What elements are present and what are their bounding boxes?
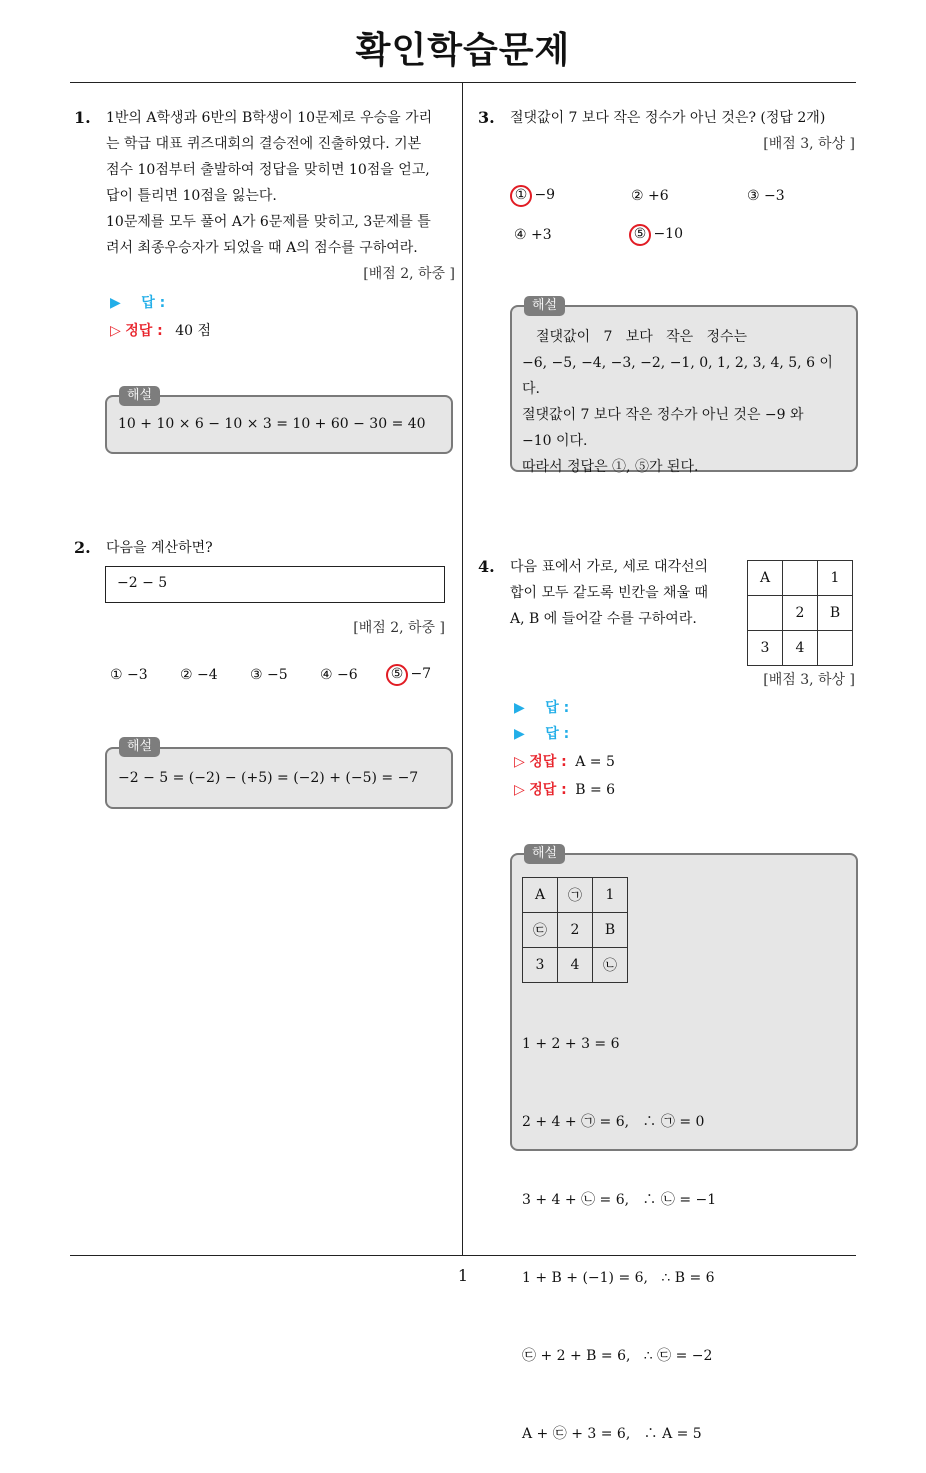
- grid-cell: 3: [523, 948, 558, 983]
- choice-mark-circled: ⑤: [386, 664, 408, 686]
- q4-grid: [747, 560, 853, 666]
- q4-answer-label: 답 :: [545, 726, 570, 742]
- q3-choice-1[interactable]: [514, 185, 555, 207]
- q4-correct-row-1: [514, 751, 615, 771]
- q1-answer-label: 답 :: [141, 295, 166, 311]
- q4-score: [배점 3, 하상 ]: [763, 672, 855, 688]
- q2-choice-2[interactable]: [180, 667, 218, 683]
- page-number: 1: [457, 1266, 469, 1285]
- choice-mark: ②: [180, 667, 193, 683]
- q3-text: 절댓값이 7 보다 작은 정수가 아닌 것은? (정답 2개): [510, 110, 826, 126]
- correct-arrow-icon: ▷: [514, 782, 525, 798]
- q4-explanation-line: 3 + 4 + ㉡ = 6, ∴ ㉡ = −1: [522, 1192, 717, 1208]
- correct-arrow-icon: ▷: [514, 754, 525, 770]
- q4-correct-value: A = 5: [575, 754, 615, 770]
- grid-cell: 1: [818, 561, 853, 596]
- choice-value: −3: [764, 188, 785, 204]
- q4-answer-label: 답 :: [545, 700, 570, 716]
- q2-expression: −2 − 5: [117, 575, 168, 591]
- grid-cell: 3: [748, 631, 783, 666]
- choice-mark: ④: [320, 667, 333, 683]
- answer-arrow-icon: ▶: [110, 295, 121, 311]
- choice-value: −9: [534, 187, 556, 203]
- q1-correct-row: [110, 320, 211, 340]
- q4-correct-value: B = 6: [575, 782, 616, 798]
- choice-value: −4: [197, 667, 218, 683]
- column-divider: [462, 83, 463, 1255]
- q4-correct-label: 정답 :: [529, 754, 567, 770]
- choice-mark: ①: [110, 667, 123, 683]
- correct-arrow-icon: ▷: [110, 323, 121, 339]
- q4-explanation: [522, 979, 716, 1473]
- choice-mark: ③: [747, 188, 760, 204]
- answer-arrow-icon: ▶: [514, 726, 525, 742]
- choice-mark: ③: [250, 667, 263, 683]
- q3-number: 3.: [478, 108, 495, 127]
- q2-explanation-tag: 해설: [119, 737, 160, 757]
- q1-correct-value: 40 점: [175, 323, 212, 339]
- q4-explanation-line: A + ㉢ + 3 = 6, ∴ A = 5: [522, 1426, 702, 1442]
- grid-cell: A: [748, 561, 783, 596]
- grid-cell: 2: [558, 913, 593, 948]
- answer-arrow-icon: ▶: [514, 700, 525, 716]
- top-rule: [70, 82, 856, 83]
- q1-explanation: 10 + 10 × 6 − 10 × 3 = 10 + 60 − 30 = 40: [118, 416, 426, 432]
- q2-choice-1[interactable]: [110, 667, 148, 683]
- q3-explanation-line: 따라서 정답은 ①, ⑤가 된다.: [522, 459, 699, 475]
- q1-correct-label: 정답 :: [125, 323, 163, 339]
- q1-line: 10문제를 모두 풀어 A가 6문제를 맞히고, 3문제를 틀: [106, 214, 431, 230]
- grid-cell: ㉠: [558, 878, 593, 913]
- q4-correct-row-2: [514, 779, 615, 799]
- page-title: 확인학습문제: [355, 30, 571, 71]
- q1-answer-row: [110, 292, 165, 312]
- q3-explanation-tag: 해설: [524, 296, 565, 316]
- q4-explanation-grid: [522, 877, 628, 983]
- choice-value: −6: [337, 667, 358, 683]
- q3-choice-3[interactable]: [747, 188, 785, 204]
- q4-answer-row-1: [514, 697, 569, 717]
- bottom-rule: [70, 1255, 856, 1256]
- q4-explanation-line: 1 + B + (−1) = 6, ∴ B = 6: [522, 1270, 715, 1286]
- choice-value: −5: [267, 667, 288, 683]
- q3-choice-4[interactable]: [514, 227, 552, 243]
- q4-line: 다음 표에서 가로, 세로 대각선의: [510, 559, 709, 575]
- q1-line: 1반의 A학생과 6반의 B학생이 10문제로 우승을 가리: [106, 110, 433, 126]
- grid-cell: 4: [558, 948, 593, 983]
- grid-cell: 1: [593, 878, 628, 913]
- q4-number: 4.: [478, 557, 495, 576]
- grid-cell: ㉡: [593, 948, 628, 983]
- choice-mark-circled: ①: [510, 185, 532, 207]
- q2-choice-5[interactable]: [390, 664, 431, 686]
- q4-answer-row-2: [514, 723, 569, 743]
- q2-explanation: −2 − 5 = (−2) − (+5) = (−2) + (−5) = −7: [118, 770, 419, 786]
- q1-line: 는 학급 대표 퀴즈대회의 결승전에 진출하였다. 기본: [106, 136, 422, 152]
- q2-score: [배점 2, 하중 ]: [353, 620, 445, 636]
- choice-mark: ④: [514, 227, 527, 243]
- q3-explanation: [522, 324, 848, 480]
- q1-text: [106, 105, 456, 261]
- choice-mark-circled: ⑤: [629, 224, 651, 246]
- q3-explanation-line: −6, −5, −4, −3, −2, −1, 0, 1, 2, 3, 4, 5, 6 이다.: [522, 355, 833, 397]
- q1-explanation-tag: 해설: [119, 386, 160, 406]
- q4-explanation-line: ㉢ + 2 + B = 6, ∴ ㉢ = −2: [522, 1348, 713, 1364]
- grid-cell: 4: [783, 631, 818, 666]
- q3-explanation-line: −10 이다.: [522, 433, 588, 449]
- q3-choice-5[interactable]: [633, 224, 683, 246]
- q4-text: [510, 554, 708, 632]
- choice-value: +3: [531, 227, 552, 243]
- grid-cell: A: [523, 878, 558, 913]
- q4-line: 합이 모두 같도록 빈칸을 채울 때: [510, 585, 709, 601]
- q3-explanation-line: 절댓값이 7 보다 작은 정수는: [536, 329, 748, 345]
- grid-cell: [783, 561, 818, 596]
- q3-score: [배점 3, 하상 ]: [763, 136, 855, 152]
- grid-cell: B: [593, 913, 628, 948]
- q2-choice-4[interactable]: [320, 667, 358, 683]
- choice-value: −3: [127, 667, 148, 683]
- q3-choice-2[interactable]: [631, 188, 669, 204]
- choice-mark: ②: [631, 188, 644, 204]
- q3-explanation-line: 절댓값이 7 보다 작은 정수가 아닌 것은 −9 와: [522, 407, 804, 423]
- q1-line: 점수 10점부터 출발하여 정답을 맞히면 10점을 얻고,: [106, 162, 430, 178]
- q1-score: [배점 2, 하중 ]: [363, 266, 455, 282]
- grid-cell: ㉢: [523, 913, 558, 948]
- q4-explanation-tag: 해설: [524, 844, 565, 864]
- choice-value: +6: [648, 188, 669, 204]
- q4-explanation-line: 1 + 2 + 3 = 6: [522, 1036, 620, 1052]
- q2-text: 다음을 계산하면?: [106, 540, 213, 556]
- q4-line: A, B 에 들어갈 수를 구하여라.: [510, 611, 697, 627]
- grid-cell: [818, 631, 853, 666]
- grid-cell: 2: [783, 596, 818, 631]
- q1-number: 1.: [74, 108, 91, 127]
- q2-choice-3[interactable]: [250, 667, 288, 683]
- choice-value: −10: [653, 226, 683, 242]
- q1-line: 답이 틀리면 10점을 잃는다.: [106, 188, 277, 204]
- q1-line: 려서 최종우승자가 되었을 때 A의 점수를 구하여라.: [106, 240, 418, 256]
- q2-number: 2.: [74, 538, 91, 557]
- grid-cell: B: [818, 596, 853, 631]
- q4-correct-label: 정답 :: [529, 782, 567, 798]
- q4-explanation-line: 2 + 4 + ㉠ = 6, ∴ ㉠ = 0: [522, 1114, 705, 1130]
- choice-value: −7: [410, 666, 432, 682]
- grid-cell: [748, 596, 783, 631]
